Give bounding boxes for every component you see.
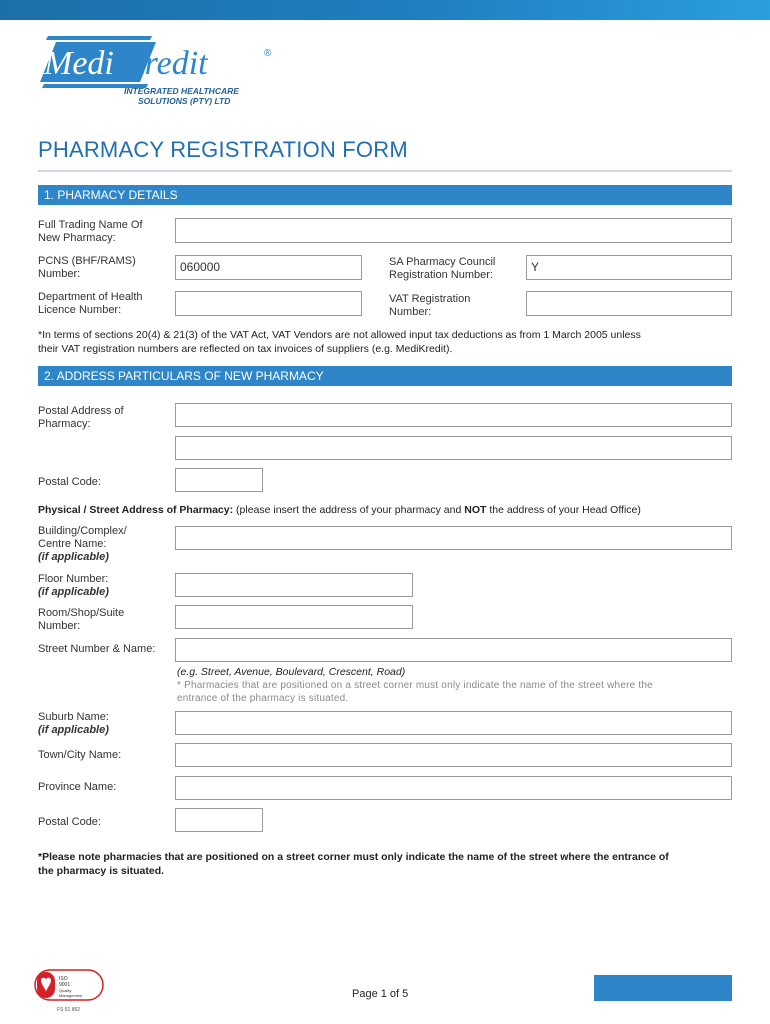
section-address-header: 2. ADDRESS PARTICULARS OF NEW PHARMACY (38, 366, 732, 386)
postal-address-label: Postal Address of Pharmacy: (38, 405, 124, 430)
physical-address-instruction: Physical / Street Address of Pharmacy: (please insert the address of your pharmacy and NOT the address of your Head Office) (38, 504, 641, 516)
sapc-label: SA Pharmacy Council Registration Number: (389, 256, 496, 281)
logo-tagline-1: INTEGRATED HEALTHCARE (124, 86, 239, 96)
building-label: Building/Complex/ Centre Name: (if applicable) (38, 525, 127, 563)
floor-field[interactable] (175, 573, 413, 597)
svg-text:ISO: ISO (59, 976, 68, 982)
sapc-field[interactable]: Y (526, 255, 732, 280)
doh-licence-field[interactable] (175, 291, 362, 316)
building-field[interactable] (175, 526, 732, 550)
postal-address-line1-field[interactable] (175, 403, 732, 427)
province-label: Province Name: (38, 781, 117, 793)
suburb-field[interactable] (175, 711, 732, 735)
page-number: Page 1 of 5 (352, 988, 409, 1000)
svg-text:9001: 9001 (59, 982, 71, 988)
svg-text:Management: Management (59, 993, 83, 998)
section-pharmacy-details-header: 1. PHARMACY DETAILS (38, 185, 732, 205)
postal-code-field[interactable] (175, 468, 263, 492)
street-example: (e.g. Street, Avenue, Boulevard, Crescent, Road) (177, 666, 406, 678)
town-field[interactable] (175, 743, 732, 767)
trading-name-label: Full Trading Name Of New Pharmacy: (38, 219, 143, 244)
floor-label: Floor Number: (if applicable) (38, 573, 109, 598)
footer-blue-block (594, 975, 732, 1001)
town-label: Town/City Name: (38, 749, 122, 761)
iso-certification-badge (33, 968, 105, 1014)
svg-text:®: ® (264, 48, 272, 59)
vat-note: *In terms of sections 20(4) & 21(3) of the VAT Act, VAT Vendors are not allowed input tax deductions as from 1 March 2005 unless their VAT registration numbers are reflected on tax invoices of suppliers (e.g. MediKredit). (38, 329, 641, 355)
street-corner-note: * Pharmacies that are positioned on a street corner must only indicate the name of the street where the entrance of the pharmacy is situated. (177, 680, 653, 704)
room-field[interactable] (175, 605, 413, 629)
trading-name-field[interactable] (175, 218, 732, 243)
medikredit-logo (36, 34, 286, 114)
cert-code: FS 51 862 (57, 1007, 81, 1013)
logo-medi-text: Medi (44, 45, 114, 82)
room-label: Room/Shop/Suite Number: (38, 607, 125, 632)
street-field[interactable] (175, 638, 732, 662)
title-divider (38, 170, 732, 172)
vat-field[interactable] (526, 291, 732, 316)
street-label: Street Number & Name: (38, 643, 156, 655)
logo-tagline-2: SOLUTIONS (PTY) LTD (138, 96, 231, 106)
doh-licence-label: Department of Health Licence Number: (38, 291, 143, 316)
street-corner-final-note: *Please note pharmacies that are positioned on a street corner must only indicate the name of the street where the entrance of the pharmacy is situated. (38, 851, 669, 877)
pcns-field[interactable]: 060000 (175, 255, 362, 280)
svg-text:Quality: Quality (59, 988, 72, 993)
suburb-label: Suburb Name: (if applicable) (38, 711, 109, 736)
province-field[interactable] (175, 776, 732, 800)
vat-label: VAT Registration Number: (389, 293, 471, 318)
postal-address-line2-field[interactable] (175, 436, 732, 460)
postal-code-2-label: Postal Code: (38, 816, 101, 828)
postal-code-2-field[interactable] (175, 808, 263, 832)
pcns-label: PCNS (BHF/RAMS) Number: (38, 255, 136, 280)
page-title: PHARMACY REGISTRATION FORM (38, 137, 408, 162)
logo-kredit-text: Kredit (122, 45, 208, 82)
top-banner (0, 0, 770, 20)
postal-code-label: Postal Code: (38, 476, 101, 488)
